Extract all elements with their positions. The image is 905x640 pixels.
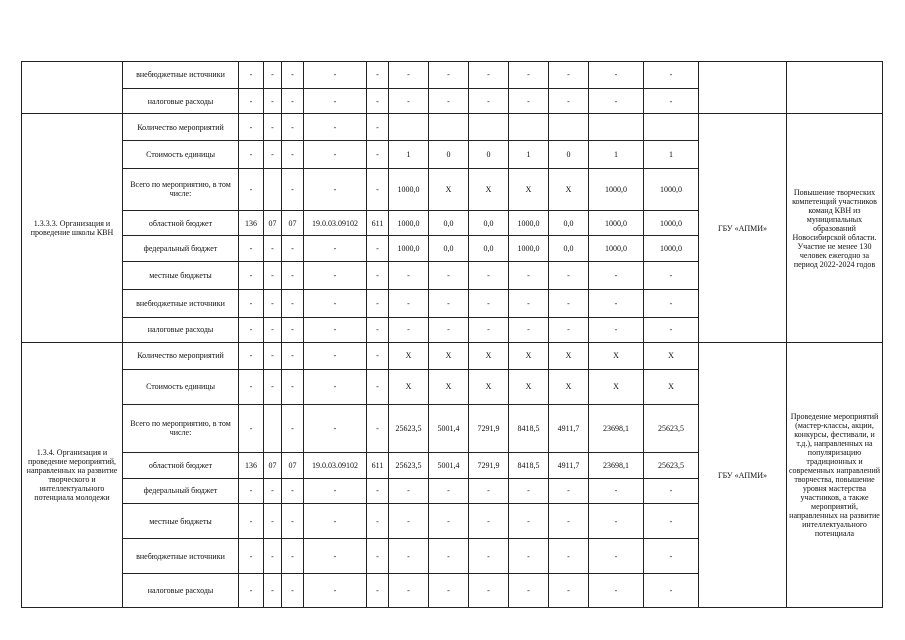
value-cell: - xyxy=(264,478,282,504)
value-cell: - xyxy=(389,88,429,114)
value-cell: - xyxy=(389,289,429,317)
value-cell: - xyxy=(367,317,389,343)
value-cell: - xyxy=(367,504,389,539)
value-cell: X xyxy=(644,343,699,370)
value-cell: - xyxy=(239,343,264,370)
value-cell: X xyxy=(429,369,469,404)
value-cell: - xyxy=(239,574,264,608)
value-cell: - xyxy=(429,539,469,574)
value-cell: 0,0 xyxy=(429,236,469,262)
value-cell: 0,0 xyxy=(469,210,509,236)
value-cell: - xyxy=(304,539,367,574)
value-cell: - xyxy=(389,62,429,89)
value-cell: - xyxy=(469,478,509,504)
value-cell: - xyxy=(264,88,282,114)
executor-cell: ГБУ «АПМИ» xyxy=(699,114,787,343)
value-cell: 1000,0 xyxy=(589,236,644,262)
value-cell: - xyxy=(469,504,509,539)
value-cell: - xyxy=(282,404,304,452)
value-cell: X xyxy=(469,343,509,370)
value-cell: - xyxy=(367,343,389,370)
value-cell: - xyxy=(367,62,389,89)
value-cell: - xyxy=(304,369,367,404)
value-cell: X xyxy=(469,369,509,404)
value-cell xyxy=(509,114,549,141)
value-cell: - xyxy=(239,141,264,169)
value-cell: 0,0 xyxy=(549,210,589,236)
value-cell: - xyxy=(644,289,699,317)
value-cell: - xyxy=(282,574,304,608)
value-cell: - xyxy=(509,504,549,539)
value-cell: - xyxy=(239,317,264,343)
value-cell: - xyxy=(304,62,367,89)
value-cell: - xyxy=(282,262,304,290)
value-cell: 25623,5 xyxy=(644,452,699,478)
value-cell: 19.0.03.09102 xyxy=(304,210,367,236)
value-cell: - xyxy=(589,539,644,574)
value-cell: - xyxy=(367,88,389,114)
value-cell: - xyxy=(389,317,429,343)
value-cell: X xyxy=(589,369,644,404)
value-cell: - xyxy=(589,62,644,89)
value-cell: 611 xyxy=(367,452,389,478)
value-cell: - xyxy=(367,262,389,290)
value-cell: X xyxy=(429,168,469,210)
value-cell: 1000,0 xyxy=(389,236,429,262)
value-cell: - xyxy=(644,317,699,343)
executor-cell xyxy=(699,62,787,114)
value-cell: - xyxy=(589,88,644,114)
value-cell: - xyxy=(282,539,304,574)
value-cell: - xyxy=(389,478,429,504)
value-cell: 07 xyxy=(264,452,282,478)
value-cell: 1000,0 xyxy=(389,210,429,236)
row-label-cell: Всего по мероприятию, в том числе: xyxy=(123,404,239,452)
value-cell: - xyxy=(304,574,367,608)
value-cell: - xyxy=(282,317,304,343)
value-cell: - xyxy=(264,343,282,370)
value-cell: - xyxy=(239,168,264,210)
value-cell: - xyxy=(509,62,549,89)
row-label-cell: налоговые расходы xyxy=(123,317,239,343)
value-cell: - xyxy=(282,289,304,317)
value-cell: - xyxy=(469,289,509,317)
value-cell: - xyxy=(549,62,589,89)
value-cell: X xyxy=(549,168,589,210)
value-cell: - xyxy=(389,574,429,608)
value-cell: 0 xyxy=(429,141,469,169)
value-cell: - xyxy=(239,369,264,404)
value-cell: 8418,5 xyxy=(509,404,549,452)
value-cell xyxy=(429,114,469,141)
value-cell: 4911,7 xyxy=(549,404,589,452)
value-cell: - xyxy=(429,62,469,89)
value-cell: - xyxy=(239,236,264,262)
value-cell: 136 xyxy=(239,452,264,478)
value-cell: 1 xyxy=(389,141,429,169)
value-cell: - xyxy=(469,262,509,290)
value-cell: - xyxy=(367,404,389,452)
value-cell: - xyxy=(549,317,589,343)
value-cell: - xyxy=(367,168,389,210)
value-cell: - xyxy=(282,504,304,539)
value-cell: 5001,4 xyxy=(429,452,469,478)
value-cell: - xyxy=(644,504,699,539)
executor-cell: ГБУ «АПМИ» xyxy=(699,343,787,608)
value-cell: 7291,9 xyxy=(469,452,509,478)
value-cell: - xyxy=(282,114,304,141)
value-cell: - xyxy=(549,478,589,504)
value-cell: 136 xyxy=(239,210,264,236)
value-cell: - xyxy=(282,478,304,504)
value-cell: - xyxy=(469,317,509,343)
value-cell: - xyxy=(239,504,264,539)
row-label-cell: местные бюджеты xyxy=(123,262,239,290)
value-cell: - xyxy=(549,88,589,114)
value-cell: - xyxy=(429,262,469,290)
value-cell: X xyxy=(644,369,699,404)
value-cell: - xyxy=(282,141,304,169)
value-cell: - xyxy=(429,504,469,539)
value-cell: - xyxy=(367,369,389,404)
value-cell: 1 xyxy=(644,141,699,169)
value-cell: - xyxy=(282,168,304,210)
value-cell: - xyxy=(304,317,367,343)
value-cell: - xyxy=(282,236,304,262)
value-cell xyxy=(264,404,282,452)
measure-name-cell: 1.3.4. Организация и проведение мероприятий, направленных на развитие творческого и интеллектуального потенциала молодежи xyxy=(22,343,123,608)
value-cell: 7291,9 xyxy=(469,404,509,452)
value-cell: - xyxy=(304,504,367,539)
value-cell: - xyxy=(264,62,282,89)
value-cell: - xyxy=(549,289,589,317)
value-cell: 1 xyxy=(509,141,549,169)
value-cell: 4911,7 xyxy=(549,452,589,478)
value-cell: - xyxy=(264,114,282,141)
value-cell: - xyxy=(509,539,549,574)
value-cell: 611 xyxy=(367,210,389,236)
measure-name-cell: 1.3.3.3. Организация и проведение школы КВН xyxy=(22,114,123,343)
value-cell: - xyxy=(239,289,264,317)
row-label-cell: федеральный бюджет xyxy=(123,478,239,504)
value-cell: - xyxy=(304,404,367,452)
value-cell: - xyxy=(549,504,589,539)
value-cell xyxy=(549,114,589,141)
value-cell: - xyxy=(304,343,367,370)
value-cell: X xyxy=(589,343,644,370)
value-cell: - xyxy=(589,504,644,539)
value-cell: 25623,5 xyxy=(389,452,429,478)
row-label-cell: внебюджетные источники xyxy=(123,62,239,89)
value-cell xyxy=(469,114,509,141)
value-cell: X xyxy=(509,369,549,404)
value-cell: 1000,0 xyxy=(509,210,549,236)
value-cell: - xyxy=(304,262,367,290)
row-label-cell: Всего по мероприятию, в том числе: xyxy=(123,168,239,210)
row-label-cell: областной бюджет xyxy=(123,210,239,236)
value-cell: - xyxy=(644,262,699,290)
value-cell: 0 xyxy=(549,141,589,169)
value-cell: 8418,5 xyxy=(509,452,549,478)
value-cell: - xyxy=(589,262,644,290)
row-label-cell: налоговые расходы xyxy=(123,574,239,608)
value-cell: - xyxy=(509,574,549,608)
measure-name-cell xyxy=(22,62,123,114)
value-cell: - xyxy=(282,343,304,370)
value-cell: - xyxy=(509,478,549,504)
value-cell: X xyxy=(389,343,429,370)
value-cell: - xyxy=(589,574,644,608)
value-cell: - xyxy=(469,88,509,114)
expected-result-cell xyxy=(787,62,883,114)
value-cell: X xyxy=(469,168,509,210)
value-cell: - xyxy=(429,317,469,343)
value-cell: - xyxy=(367,574,389,608)
value-cell: - xyxy=(239,539,264,574)
value-cell: X xyxy=(549,343,589,370)
value-cell: 1000,0 xyxy=(644,168,699,210)
value-cell: - xyxy=(264,574,282,608)
value-cell: 1 xyxy=(589,141,644,169)
row-label-cell: областной бюджет xyxy=(123,452,239,478)
value-cell: - xyxy=(304,88,367,114)
value-cell xyxy=(644,114,699,141)
value-cell: - xyxy=(239,478,264,504)
value-cell: 25623,5 xyxy=(389,404,429,452)
value-cell: 1000,0 xyxy=(644,210,699,236)
value-cell: - xyxy=(367,478,389,504)
value-cell: 07 xyxy=(282,452,304,478)
value-cell: 0,0 xyxy=(469,236,509,262)
row-label-cell: местные бюджеты xyxy=(123,504,239,539)
value-cell: - xyxy=(304,168,367,210)
value-cell: - xyxy=(429,289,469,317)
value-cell: 07 xyxy=(282,210,304,236)
value-cell: - xyxy=(282,88,304,114)
row-label-cell: Стоимость единицы xyxy=(123,141,239,169)
value-cell: 5001,4 xyxy=(429,404,469,452)
value-cell: - xyxy=(367,289,389,317)
value-cell: - xyxy=(282,369,304,404)
value-cell: 1000,0 xyxy=(589,210,644,236)
table-row xyxy=(22,114,883,141)
value-cell: 1000,0 xyxy=(389,168,429,210)
value-cell: - xyxy=(644,574,699,608)
value-cell: 0,0 xyxy=(549,236,589,262)
value-cell: - xyxy=(389,504,429,539)
value-cell: - xyxy=(304,236,367,262)
value-cell: - xyxy=(239,404,264,452)
value-cell: 0,0 xyxy=(429,210,469,236)
value-cell: - xyxy=(644,539,699,574)
row-label-cell: внебюджетные источники xyxy=(123,289,239,317)
value-cell: - xyxy=(589,289,644,317)
row-label-cell: Количество мероприятий xyxy=(123,343,239,370)
value-cell: 1000,0 xyxy=(589,168,644,210)
program-measures-table xyxy=(21,61,883,608)
value-cell: - xyxy=(644,478,699,504)
value-cell: - xyxy=(509,317,549,343)
value-cell: 25623,5 xyxy=(644,404,699,452)
value-cell: - xyxy=(509,289,549,317)
value-cell: - xyxy=(389,262,429,290)
value-cell: - xyxy=(264,141,282,169)
value-cell: - xyxy=(469,574,509,608)
value-cell: - xyxy=(509,88,549,114)
value-cell: 23698,1 xyxy=(589,404,644,452)
value-cell: X xyxy=(509,168,549,210)
row-label-cell: Стоимость единицы xyxy=(123,369,239,404)
value-cell: - xyxy=(264,369,282,404)
value-cell: - xyxy=(239,62,264,89)
value-cell: - xyxy=(469,62,509,89)
value-cell: X xyxy=(509,343,549,370)
row-label-cell: внебюджетные источники xyxy=(123,539,239,574)
value-cell: - xyxy=(469,539,509,574)
value-cell: - xyxy=(239,114,264,141)
table-row xyxy=(22,62,883,89)
expected-result-cell: Проведение мероприятий (мастер-классы, акции, конкурсы, фестивали, и т.д.), направленных на популяризацию традиционных и современных направлений творчества, повышение уровня мастерства участников, а также мероприятий, направленных на развитие интеллектуального потенциала xyxy=(787,343,883,608)
value-cell: 1000,0 xyxy=(644,236,699,262)
value-cell: - xyxy=(304,141,367,169)
row-label-cell: федеральный бюджет xyxy=(123,236,239,262)
value-cell: - xyxy=(282,62,304,89)
value-cell: - xyxy=(549,262,589,290)
value-cell xyxy=(264,168,282,210)
value-cell: - xyxy=(389,539,429,574)
value-cell: - xyxy=(429,574,469,608)
value-cell: - xyxy=(264,504,282,539)
row-label-cell: Количество мероприятий xyxy=(123,114,239,141)
value-cell xyxy=(589,114,644,141)
value-cell: - xyxy=(239,88,264,114)
value-cell: - xyxy=(264,539,282,574)
value-cell: - xyxy=(367,236,389,262)
value-cell: - xyxy=(589,478,644,504)
value-cell: - xyxy=(264,262,282,290)
value-cell: - xyxy=(239,262,264,290)
value-cell: 23698,1 xyxy=(589,452,644,478)
row-label-cell: налоговые расходы xyxy=(123,88,239,114)
value-cell: - xyxy=(304,478,367,504)
value-cell: - xyxy=(644,62,699,89)
table-row xyxy=(22,343,883,370)
value-cell: - xyxy=(549,539,589,574)
value-cell: - xyxy=(644,88,699,114)
value-cell: - xyxy=(264,236,282,262)
value-cell: X xyxy=(389,369,429,404)
value-cell: - xyxy=(264,317,282,343)
value-cell xyxy=(389,114,429,141)
value-cell: - xyxy=(549,574,589,608)
value-cell: - xyxy=(367,114,389,141)
value-cell: X xyxy=(549,369,589,404)
value-cell: - xyxy=(304,114,367,141)
value-cell: 07 xyxy=(264,210,282,236)
value-cell: 1000,0 xyxy=(509,236,549,262)
value-cell: - xyxy=(429,478,469,504)
value-cell: 19.0.03.09102 xyxy=(304,452,367,478)
value-cell: - xyxy=(367,141,389,169)
value-cell: - xyxy=(589,317,644,343)
value-cell: - xyxy=(429,88,469,114)
value-cell: - xyxy=(304,289,367,317)
program-table-container xyxy=(21,61,882,608)
value-cell: - xyxy=(509,262,549,290)
value-cell: - xyxy=(367,539,389,574)
expected-result-cell: Повышение творческих компетенций участников команд КВН из муниципальных образований Новосибирской области. Участие не менее 130 человек ежегодно за период 2022-2024 годов xyxy=(787,114,883,343)
value-cell: - xyxy=(264,289,282,317)
value-cell: X xyxy=(429,343,469,370)
value-cell: 0 xyxy=(469,141,509,169)
